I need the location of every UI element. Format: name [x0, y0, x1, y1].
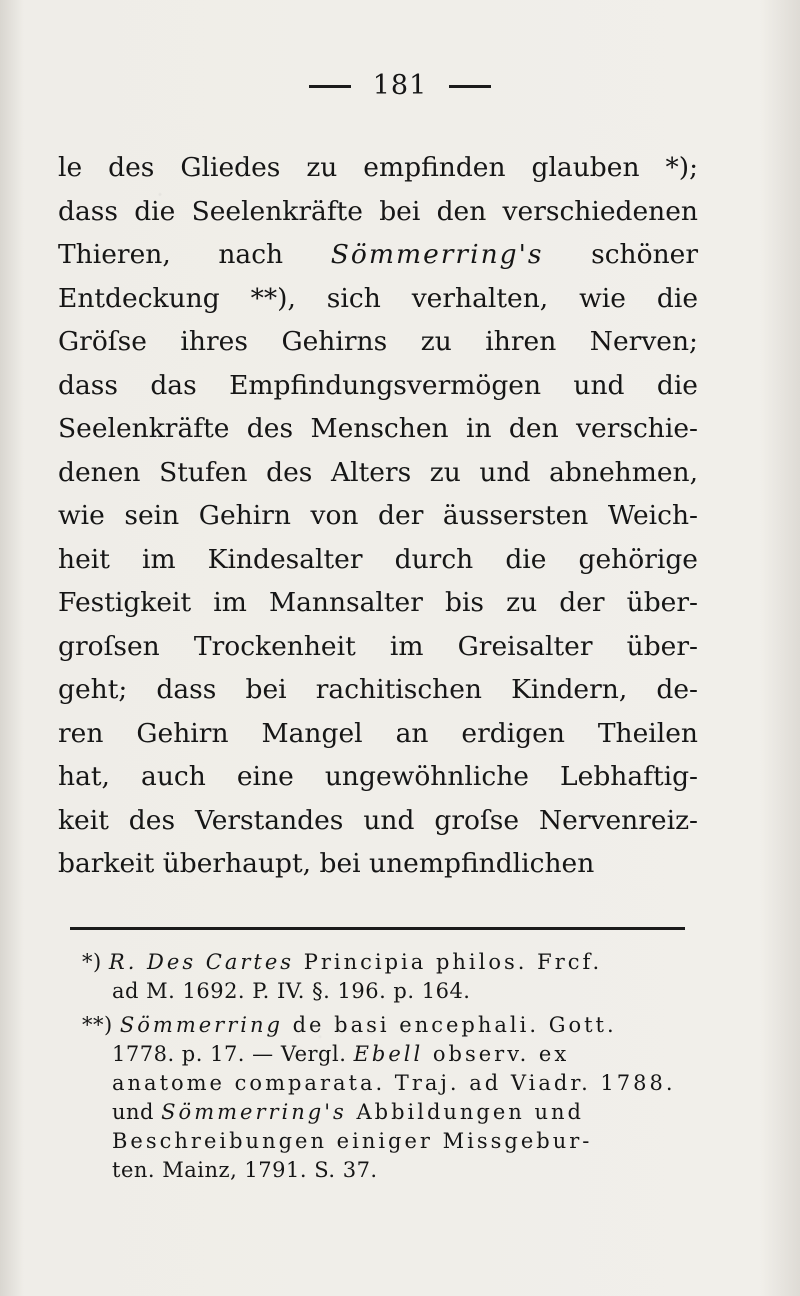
footnote-line: ten. Mainz, 1791. S. 37. — [112, 1158, 378, 1182]
footnote-2 — [82, 1011, 692, 1185]
main-text — [58, 146, 698, 886]
footnote-line — [82, 1040, 692, 1069]
footnote-line — [82, 1011, 692, 1040]
footnote-text: Abbildungen und — [346, 1100, 584, 1124]
text-fragment: schöner — [543, 239, 698, 270]
text-line: denen Stufen des Alters zu und abnehmen, — [58, 456, 698, 488]
page-header — [0, 70, 800, 101]
header-dash-right — [449, 85, 491, 88]
text-line: dass die Seelenkräfte bei den verschiedenen — [58, 195, 698, 227]
text-line: le des Gliedes zu empfinden glauben *); — [58, 152, 698, 183]
footnote-text: und — [112, 1100, 162, 1124]
footnote-1 — [82, 948, 692, 1006]
text-line: Entdeckung **), sich verhalten, wie die — [58, 282, 698, 314]
text-line: Gröſse ihres Gehirns zu ihren Nerven; — [58, 326, 698, 357]
footnote-line: ad M. 1692. P. IV. §. 196. p. 164. — [112, 979, 471, 1003]
footnote-marker: **) — [82, 1013, 113, 1037]
footnote-author: R. Des Cartes — [108, 950, 295, 974]
text-line: groſsen Trockenheit im Greisalter über- — [58, 630, 698, 662]
text-fragment: Thieren, nach — [58, 239, 331, 270]
text-line: Festigkeit im Mannsalter bis zu der über- — [58, 587, 698, 618]
text-line: barkeit überhaupt, bei unempfindlichen — [58, 848, 595, 879]
footnote-line: anatome comparata. Traj. ad Viadr. 1788. — [112, 1071, 676, 1095]
footnote-line: Beschreibungen einiger Missgebur- — [112, 1129, 593, 1153]
footnotes — [82, 948, 692, 1190]
text-line: hat, auch eine ungewöhnliche Lebhaftig- — [58, 761, 698, 792]
text-line: wie sein Gehirn von der äussersten Weich- — [58, 500, 698, 531]
text-line — [58, 233, 698, 277]
text-line: keit des Verstandes und groſse Nervenreiz- — [58, 804, 698, 836]
header-dash-left — [309, 85, 351, 88]
author-name-italic: Sömmerring's — [330, 239, 544, 270]
footnote-author: Ebell — [353, 1042, 424, 1066]
text-line: heit im Kindesalter durch die gehörige — [58, 543, 698, 575]
footnote-text: de basi encephali. Gott. — [282, 1013, 617, 1037]
footnote-text: 1778. p. 17. — Vergl. — [112, 1042, 354, 1066]
footnote-rule — [70, 927, 685, 930]
text-line: ren Gehirn Mangel an erdigen Theilen — [58, 717, 698, 749]
text-line: geht; dass bei rachitischen Kindern, de- — [58, 674, 698, 705]
footnote-line — [82, 1098, 692, 1127]
footnote-line — [82, 948, 692, 977]
text-line: dass das Empfindungsvermögen und die — [58, 369, 698, 401]
footnote-text: Principia philos. Frcf. — [294, 950, 603, 974]
page-number: 181 — [372, 70, 428, 101]
footnote-marker: *) — [82, 950, 102, 974]
footnote-author: Sömmerring's — [161, 1100, 347, 1124]
footnote-text: observ. ex — [423, 1042, 570, 1066]
footnote-author: Sömmerring — [119, 1013, 283, 1037]
text-line: Seelenkräfte des Menschen in den verschie- — [58, 413, 698, 444]
